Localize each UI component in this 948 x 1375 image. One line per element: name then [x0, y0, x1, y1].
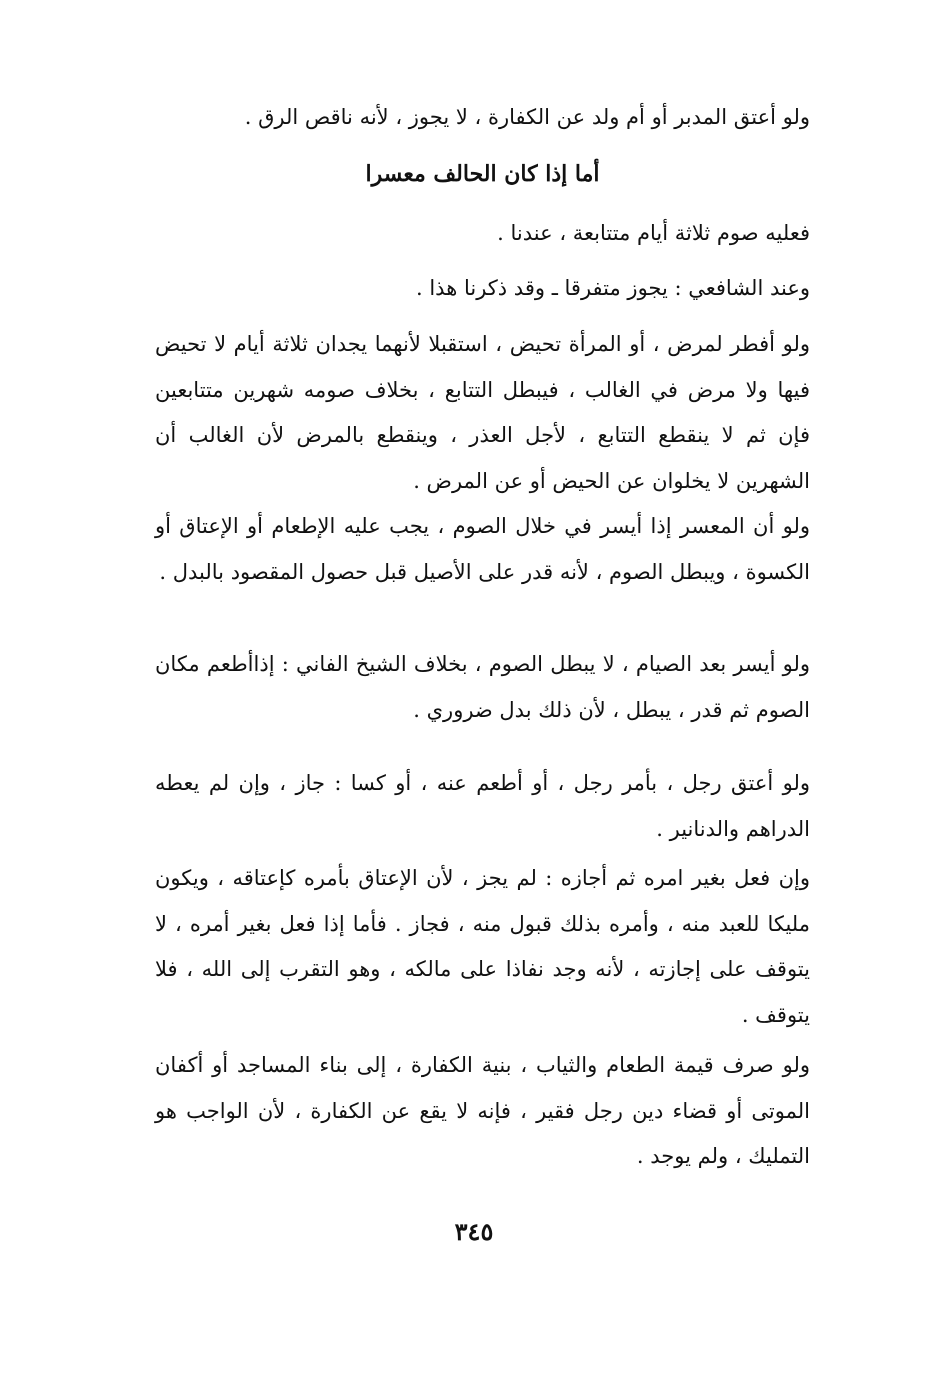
paragraph-illness-menstruation: ولو أفطر لمرض ، أو المرأة تحيض ، استقبلا لأنهما يجدان ثلاثة أيام لا تحيض فيها ولا مرض في الغالب ، فيبطل التتابع ، بخلاف صومه شهرين متتابعين فإن ثم لا ينقطع التتابع ، لأجل العذر ، وينقطع بالمرض لأن الغالب أن الشهرين لا يخلوان عن الحيض أو عن المرض . [155, 332, 810, 493]
paragraph-wealthy-after-fast: ولو أيسر بعد الصيام ، لا يبطل الصوم ، بخلاف الشيخ الفاني : إذاأطعم مكان الصوم ثم قدر ، يبطل ، لأن ذلك بدل ضروري . [155, 652, 810, 722]
paragraph-mudabbar: ولو أعتق المدبر أو أم ولد عن الكفارة ، لا يجوز ، لأنه ناقص الرق . [244, 105, 810, 129]
page-number: ٣٤٥ [454, 1217, 494, 1246]
paragraph-shafii-opinion: وعند الشافعي : يجوز متفرقا ـ وقد ذكرنا هذا . [416, 276, 810, 300]
paragraph-becoming-wealthy-during-fast: ولو أن المعسر إذا أيسر في خلال الصوم ، يجب عليه الإطعام أو الإعتاق أو الكسوة ، ويبطل الصوم ، لأنه قدر على الأصيل قبل حصول المقصود بالبدل . [155, 514, 810, 584]
section-heading: أما إذا كان الحالف معسرا [365, 161, 600, 187]
paragraph-freeing-by-order: ولو أعتق رجل ، بأمر رجل ، أو أطعم عنه ، أو كسا : جاز ، وإن لم يعطه الدراهم والدنانير . [155, 771, 810, 841]
paragraph-spending-value: ولو صرف قيمة الطعام والثياب ، بنية الكفارة ، إلى بناء المساجد أو أكفان الموتى أو قضاء دين رجل فقير ، فإنه لا يقع عن الكفارة ، لأن الواجب هو التمليك ، ولم يوجد . [155, 1053, 810, 1168]
paragraph-without-order: وإن فعل بغير امره ثم أجازه : لم يجز ، لأن الإعتاق بأمره كإعتاقه ، ويكون مليكا للعبد منه ، وأمره بذلك قبول منه ، فجاز . فأما إذا فعل بغير أمره ، لا يتوقف على إجازته ، لأنه وجد نفاذا على مالكه ، وهو التقرب إلى الله ، فلا يتوقف . [155, 866, 810, 1027]
paragraph-three-days-fast: فعليه صوم ثلاثة أيام متتابعة ، عندنا . [497, 221, 810, 245]
